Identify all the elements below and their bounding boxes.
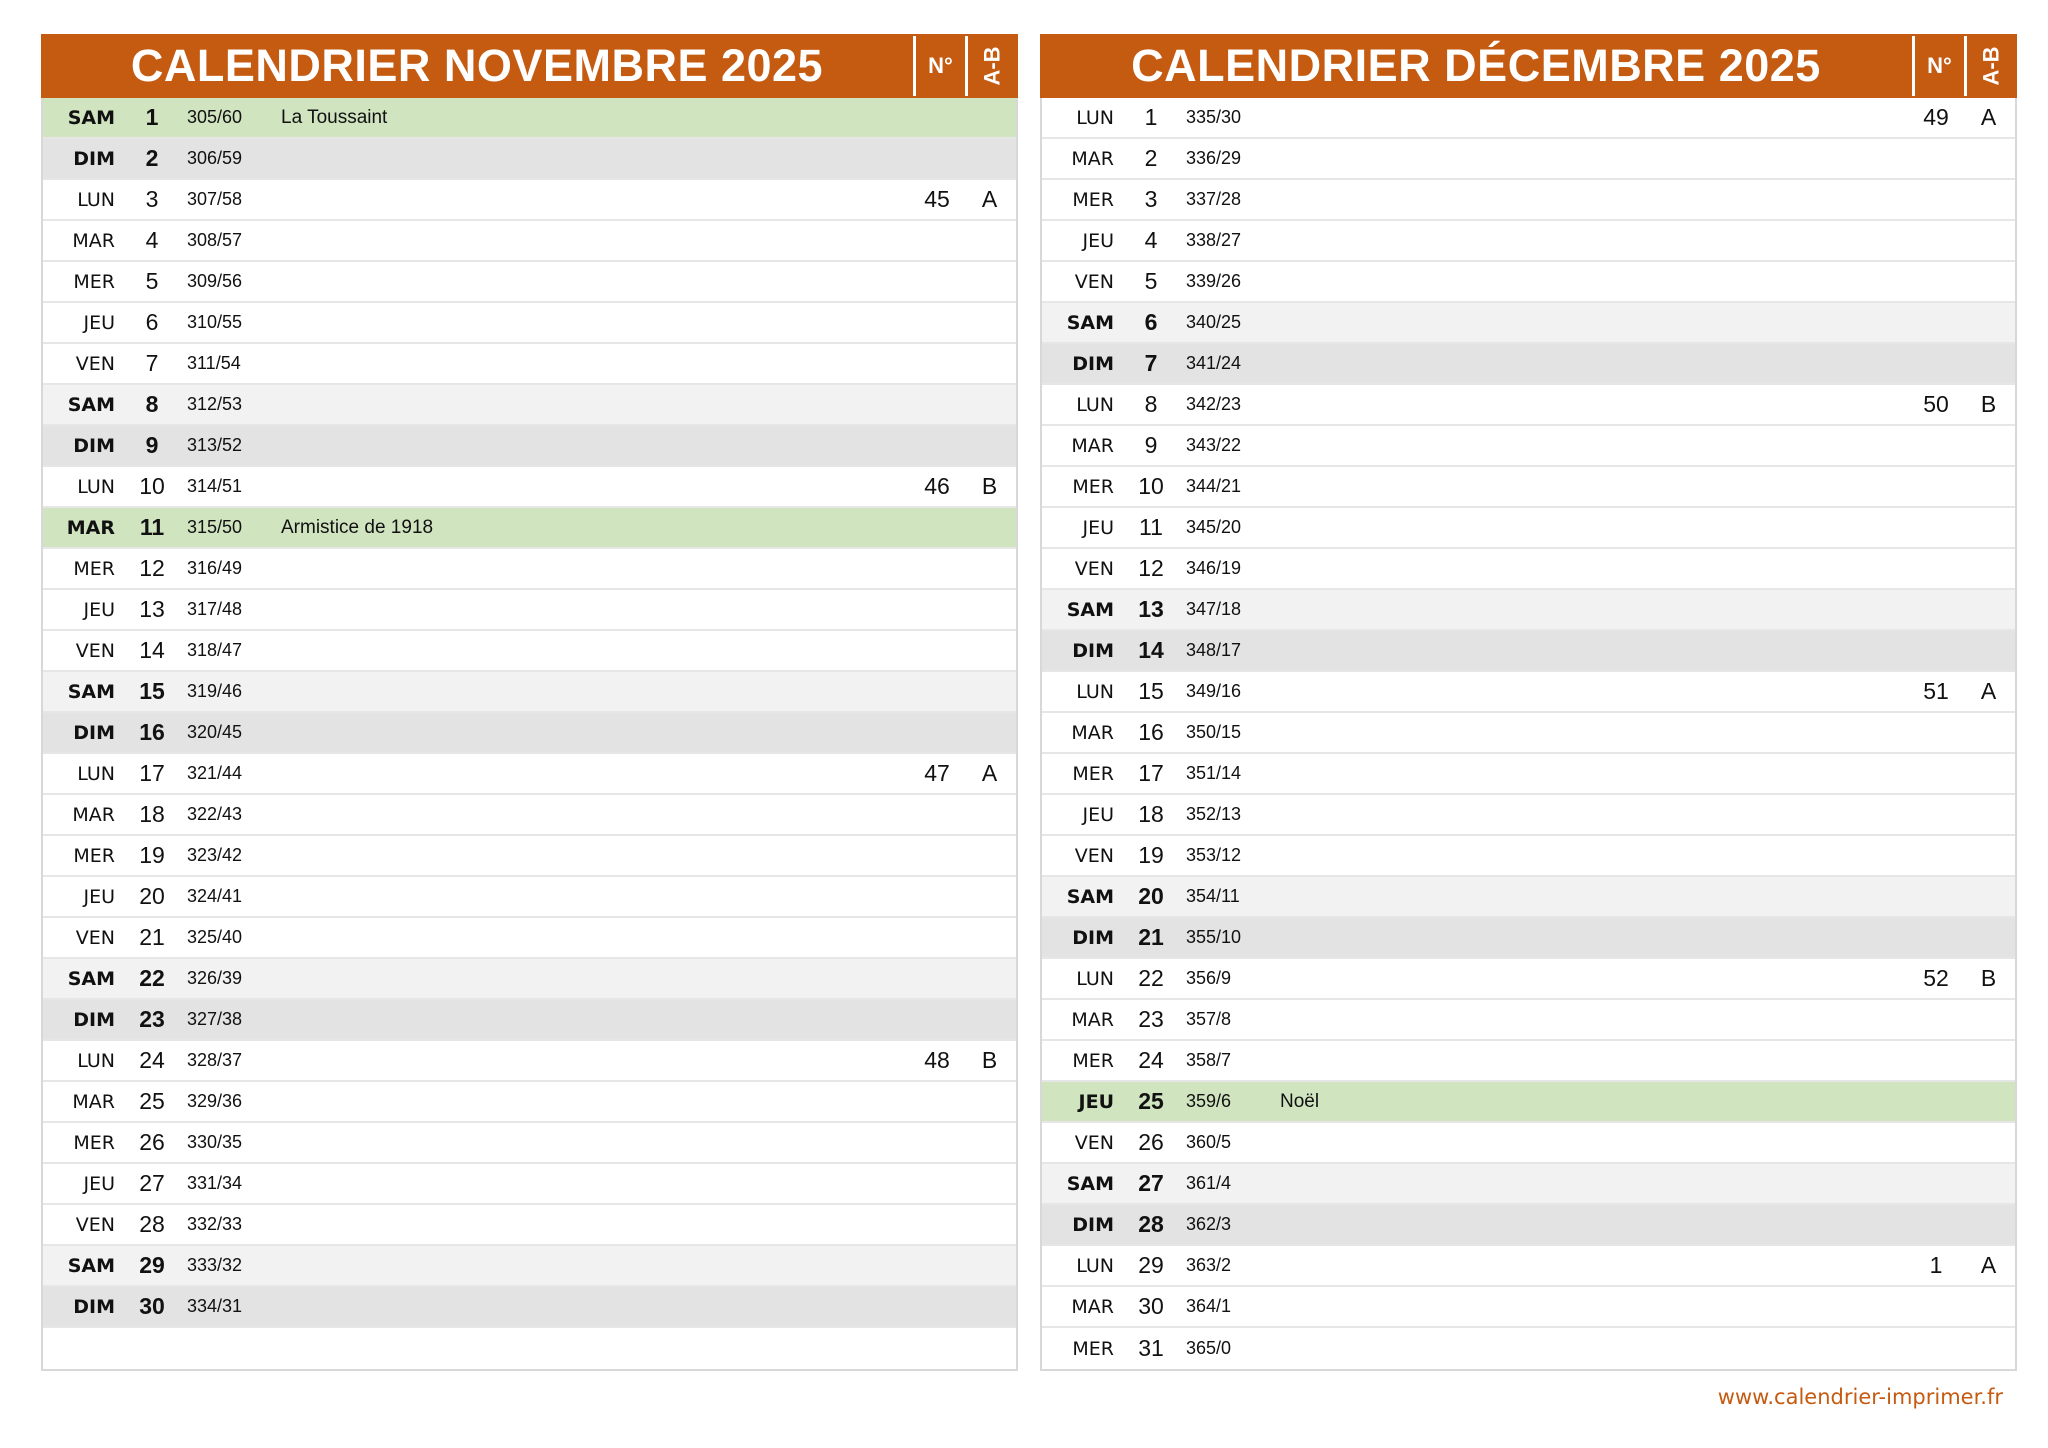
weekday-label: MER [73, 270, 115, 293]
weekday-label: DIM [1072, 1213, 1114, 1236]
day-number: 27 [1138, 1170, 1164, 1196]
day-number: 6 [145, 309, 159, 335]
day-of-year: 337/28 [1186, 189, 1242, 209]
week-ab: A [981, 186, 998, 212]
day-of-year: 339/26 [1186, 271, 1242, 291]
day-of-year: 335/30 [1186, 107, 1242, 127]
day-row [43, 467, 1016, 508]
day-row [43, 590, 1016, 631]
weekday-label: SAM [67, 967, 115, 990]
weekday-label: DIM [1072, 352, 1114, 375]
weekday-label: JEU [1082, 803, 1114, 826]
week-number: 50 [1923, 391, 1949, 417]
day-of-year: 347/18 [1186, 599, 1242, 619]
day-row [1042, 795, 2015, 836]
day-of-year: 340/25 [1186, 312, 1242, 332]
day-row [1042, 713, 2015, 754]
calendar-december [1040, 34, 2017, 1371]
day-row [1042, 672, 2015, 713]
day-number: 23 [139, 1006, 165, 1032]
calendar-body [1040, 98, 2017, 1371]
day-number: 26 [1138, 1129, 1164, 1155]
day-number: 10 [1138, 473, 1164, 499]
day-number: 26 [139, 1129, 165, 1155]
weekday-label: LUN [1076, 967, 1114, 990]
day-of-year: 330/35 [187, 1132, 243, 1152]
weekday-label: JEU [83, 1172, 115, 1195]
weekday-label: VEN [1074, 557, 1114, 580]
weekday-label: DIM [73, 1295, 115, 1318]
weekday-label: MAR [72, 803, 115, 826]
day-row [43, 1000, 1016, 1041]
day-of-year: 315/50 [187, 517, 243, 537]
day-of-year: 345/20 [1186, 517, 1242, 537]
week-ab: B [981, 1047, 998, 1073]
day-number: 15 [139, 678, 165, 704]
day-number: 11 [1139, 514, 1163, 540]
day-row [1042, 959, 2015, 1000]
day-number: 1 [145, 104, 159, 130]
day-of-year: 334/31 [187, 1296, 243, 1316]
day-row [1042, 1082, 2015, 1123]
day-number: 5 [1144, 268, 1158, 294]
day-number: 12 [139, 555, 165, 581]
ab-column-label: A-B [979, 46, 1005, 86]
day-of-year: 336/29 [1186, 148, 1242, 168]
day-number: 28 [139, 1211, 165, 1237]
day-row [43, 918, 1016, 959]
day-row [1042, 1328, 2015, 1369]
day-number: 12 [1138, 555, 1164, 581]
week-number: 46 [924, 473, 950, 499]
weekday-label: LUN [77, 762, 115, 785]
day-row [43, 1041, 1016, 1082]
day-of-year: 307/58 [187, 189, 243, 209]
day-of-year: 354/11 [1186, 886, 1240, 906]
ab-column-header [965, 36, 1018, 96]
week-ab: A [1980, 678, 1997, 704]
day-row [1042, 1246, 2015, 1287]
weekday-label: DIM [73, 1008, 115, 1031]
weekday-label: LUN [77, 188, 115, 211]
weekday-label: MAR [1071, 1008, 1114, 1031]
day-number: 19 [1138, 842, 1164, 868]
weekday-label: VEN [1074, 270, 1114, 293]
event-label: La Toussaint [281, 106, 388, 128]
day-number: 14 [139, 637, 165, 663]
weekday-label: JEU [1082, 229, 1114, 252]
week-ab: A [981, 760, 998, 786]
day-number: 27 [139, 1170, 165, 1196]
day-number: 16 [139, 719, 165, 745]
day-row [1042, 508, 2015, 549]
day-of-year: 312/53 [187, 394, 243, 414]
weekday-label: MER [1072, 1049, 1114, 1072]
day-of-year: 353/12 [1186, 845, 1242, 865]
day-row [1042, 262, 2015, 303]
weekday-label: VEN [75, 639, 115, 662]
week-number: 45 [924, 186, 950, 212]
day-number: 6 [1144, 309, 1158, 335]
weekday-label: SAM [1066, 598, 1114, 621]
day-row [1042, 754, 2015, 795]
day-of-year: 311/54 [187, 353, 241, 373]
week-ab: B [1980, 965, 1997, 991]
day-of-year: 308/57 [187, 230, 243, 250]
day-number: 8 [145, 391, 159, 417]
weekday-label: LUN [77, 475, 115, 498]
day-row [43, 959, 1016, 1000]
day-number: 29 [139, 1252, 165, 1278]
weekday-label: MER [73, 557, 115, 580]
week-ab: B [981, 473, 998, 499]
day-of-year: 361/4 [1186, 1173, 1232, 1193]
day-number: 22 [1138, 965, 1164, 991]
day-row [43, 1164, 1016, 1205]
week-number-column-header: N° [913, 36, 965, 96]
day-number: 2 [145, 145, 159, 171]
week-number-column-header: N° [1912, 36, 1964, 96]
day-row [1042, 549, 2015, 590]
weekday-label: SAM [1066, 1172, 1114, 1195]
day-number: 15 [1138, 678, 1164, 704]
weekday-label: JEU [1082, 516, 1114, 539]
weekday-label: SAM [67, 1254, 115, 1277]
day-of-year: 316/49 [187, 558, 243, 578]
day-row [43, 713, 1016, 754]
day-row [43, 1246, 1016, 1287]
day-row [1042, 1041, 2015, 1082]
day-number: 29 [1138, 1252, 1164, 1278]
day-of-year: 365/0 [1186, 1338, 1232, 1358]
day-number: 5 [145, 268, 159, 294]
calendar-header [1040, 34, 2017, 98]
day-number: 31 [1138, 1335, 1164, 1361]
weekday-label: MAR [72, 229, 115, 252]
day-number: 19 [139, 842, 165, 868]
day-of-year: 343/22 [1186, 435, 1242, 455]
day-row [43, 385, 1016, 426]
weekday-label: JEU [83, 885, 115, 908]
day-row [43, 508, 1016, 549]
ab-column-label: A-B [1978, 46, 2004, 86]
day-row [1042, 1205, 2015, 1246]
weekday-label: DIM [1072, 926, 1114, 949]
day-of-year: 309/56 [187, 271, 243, 291]
day-number: 18 [1138, 801, 1164, 827]
day-row [43, 303, 1016, 344]
weekday-label: MER [1072, 762, 1114, 785]
calendar-november [41, 34, 1018, 1371]
weekday-label: MAR [1071, 147, 1114, 170]
day-row [43, 1328, 1016, 1369]
day-row [43, 1205, 1016, 1246]
week-number: 52 [1923, 965, 1949, 991]
day-of-year: 323/42 [187, 845, 243, 865]
day-row [1042, 221, 2015, 262]
weekday-label: MER [73, 844, 115, 867]
day-of-year: 325/40 [187, 927, 243, 947]
day-row [1042, 631, 2015, 672]
day-of-year: 320/45 [187, 722, 243, 742]
calendar-body [41, 98, 1018, 1371]
day-of-year: 306/59 [187, 148, 243, 168]
day-number: 9 [1144, 432, 1158, 458]
day-number: 13 [1138, 596, 1164, 622]
day-number: 18 [139, 801, 165, 827]
day-of-year: 357/8 [1186, 1009, 1232, 1029]
day-number: 13 [139, 596, 165, 622]
day-of-year: 351/14 [1186, 763, 1242, 783]
day-of-year: 327/38 [187, 1009, 243, 1029]
day-of-year: 321/44 [187, 763, 243, 783]
day-row [1042, 180, 2015, 221]
day-row [1042, 467, 2015, 508]
day-number: 14 [1138, 637, 1164, 663]
weekday-label: MER [1072, 1337, 1114, 1360]
day-number: 16 [1138, 719, 1164, 745]
day-of-year: 317/48 [187, 599, 243, 619]
weekday-label: VEN [1074, 844, 1114, 867]
day-number: 21 [139, 924, 165, 950]
day-row [43, 1123, 1016, 1164]
weekday-label: MAR [1071, 434, 1114, 457]
day-of-year: 313/52 [187, 435, 243, 455]
day-row [43, 344, 1016, 385]
day-number: 20 [1138, 883, 1164, 909]
day-of-year: 358/7 [1186, 1050, 1232, 1070]
weekday-label: DIM [73, 147, 115, 170]
day-row [43, 631, 1016, 672]
weekday-label: MAR [1071, 1295, 1114, 1318]
ab-column-header [1964, 36, 2017, 96]
day-row [43, 180, 1016, 221]
day-number: 3 [1144, 186, 1158, 212]
day-row [1042, 303, 2015, 344]
weekday-label: VEN [75, 926, 115, 949]
day-number: 7 [1144, 350, 1158, 376]
day-number: 11 [139, 514, 165, 540]
day-number: 28 [1138, 1211, 1164, 1237]
week-ab: A [1980, 1252, 1997, 1278]
day-row [43, 139, 1016, 180]
weekday-label: JEU [83, 311, 115, 334]
weekday-label: DIM [1072, 639, 1114, 662]
day-number: 17 [139, 760, 165, 786]
day-of-year: 318/47 [187, 640, 243, 660]
day-of-year: 352/13 [1186, 804, 1242, 824]
calendar-title: CALENDRIER NOVEMBRE 2025 [130, 40, 824, 91]
day-number: 4 [1144, 227, 1158, 253]
weekday-label: MER [1072, 188, 1114, 211]
weekday-label: MER [1072, 475, 1114, 498]
day-row [43, 672, 1016, 713]
day-of-year: 362/3 [1186, 1214, 1232, 1234]
weekday-label: MAR [72, 1090, 115, 1113]
day-number: 30 [139, 1293, 165, 1319]
calendar-header [41, 34, 1018, 98]
day-of-year: 346/19 [1186, 558, 1242, 578]
event-label: Noël [1280, 1090, 1320, 1112]
weekday-label: LUN [1076, 106, 1114, 129]
day-row [1042, 139, 2015, 180]
weekday-label: SAM [67, 680, 115, 703]
day-number: 20 [139, 883, 165, 909]
day-of-year: 342/23 [1186, 394, 1242, 414]
day-of-year: 322/43 [187, 804, 243, 824]
day-of-year: 355/10 [1186, 927, 1242, 947]
day-row [1042, 344, 2015, 385]
day-row [43, 549, 1016, 590]
day-number: 8 [1144, 391, 1158, 417]
day-row [43, 877, 1016, 918]
day-of-year: 314/51 [187, 476, 243, 496]
day-number: 3 [145, 186, 159, 212]
day-of-year: 333/32 [187, 1255, 243, 1275]
day-number: 25 [139, 1088, 165, 1114]
weekday-label: MAR [66, 516, 115, 539]
day-row [43, 1082, 1016, 1123]
day-row [43, 795, 1016, 836]
day-row [1042, 385, 2015, 426]
day-of-year: 338/27 [1186, 230, 1242, 250]
day-number: 10 [139, 473, 165, 499]
day-of-year: 331/34 [187, 1173, 243, 1193]
day-row [43, 262, 1016, 303]
day-number: 24 [1138, 1047, 1164, 1073]
week-number: 1 [1929, 1252, 1943, 1278]
day-of-year: 319/46 [187, 681, 243, 701]
weekday-label: JEU [1078, 1090, 1114, 1113]
day-number: 1 [1144, 104, 1158, 130]
day-of-year: 344/21 [1186, 476, 1242, 496]
day-number: 30 [1138, 1293, 1164, 1319]
week-ab: A [1980, 104, 1997, 130]
day-of-year: 332/33 [187, 1214, 243, 1234]
day-of-year: 363/2 [1186, 1255, 1232, 1275]
day-of-year: 305/60 [187, 107, 243, 127]
day-number: 23 [1138, 1006, 1164, 1032]
day-row [1042, 836, 2015, 877]
week-number: 48 [924, 1047, 950, 1073]
day-row [43, 1287, 1016, 1328]
day-number: 24 [139, 1047, 165, 1073]
day-row [1042, 1164, 2015, 1205]
event-label: Armistice de 1918 [281, 516, 434, 538]
day-of-year: 324/41 [187, 886, 243, 906]
day-of-year: 329/36 [187, 1091, 243, 1111]
day-number: 17 [1138, 760, 1164, 786]
day-row [1042, 590, 2015, 631]
weekday-label: LUN [77, 1049, 115, 1072]
day-of-year: 326/39 [187, 968, 243, 988]
week-number: 47 [924, 760, 950, 786]
weekday-label: VEN [75, 1213, 115, 1236]
day-row [43, 754, 1016, 795]
day-of-year: 360/5 [1186, 1132, 1232, 1152]
weekday-label: SAM [1066, 311, 1114, 334]
day-row [1042, 426, 2015, 467]
weekday-label: JEU [83, 598, 115, 621]
day-row [1042, 1287, 2015, 1328]
day-row [43, 221, 1016, 262]
weekday-label: LUN [1076, 1254, 1114, 1277]
day-of-year: 364/1 [1186, 1296, 1232, 1316]
weekday-label: MAR [1071, 721, 1114, 744]
calendar-title: CALENDRIER DÉCEMBRE 2025 [1131, 40, 1821, 91]
day-row [1042, 877, 2015, 918]
weekday-label: LUN [1076, 680, 1114, 703]
day-row [1042, 1000, 2015, 1041]
day-row [43, 426, 1016, 467]
weekday-label: LUN [1076, 393, 1114, 416]
day-of-year: 349/16 [1186, 681, 1242, 701]
day-number: 4 [145, 227, 159, 253]
day-number: 25 [1138, 1088, 1164, 1114]
weekday-label: MER [73, 1131, 115, 1154]
day-row [43, 836, 1016, 877]
weekday-label: DIM [73, 434, 115, 457]
day-of-year: 328/37 [187, 1050, 243, 1070]
week-number: 51 [1923, 678, 1949, 704]
week-number: 49 [1923, 104, 1949, 130]
weekday-label: VEN [1074, 1131, 1114, 1154]
day-number: 9 [145, 432, 159, 458]
day-of-year: 348/17 [1186, 640, 1242, 660]
weekday-label: VEN [75, 352, 115, 375]
day-of-year: 359/6 [1186, 1091, 1232, 1111]
weekday-label: SAM [67, 393, 115, 416]
day-row [1042, 1123, 2015, 1164]
day-of-year: 356/9 [1186, 968, 1232, 988]
day-row [43, 98, 1016, 139]
day-of-year: 350/15 [1186, 722, 1242, 742]
day-row [1042, 98, 2015, 139]
weekday-label: SAM [67, 106, 115, 129]
day-of-year: 310/55 [187, 312, 243, 332]
week-ab: B [1980, 391, 1997, 417]
weekday-label: DIM [73, 721, 115, 744]
footer-url[interactable]: www.calendrier-imprimer.fr [1717, 1385, 2003, 1409]
day-of-year: 341/24 [1186, 353, 1242, 373]
day-number: 2 [1144, 145, 1158, 171]
day-number: 22 [139, 965, 165, 991]
weekday-label: SAM [1066, 885, 1114, 908]
day-row [1042, 918, 2015, 959]
day-number: 21 [1138, 924, 1164, 950]
day-number: 7 [145, 350, 159, 376]
